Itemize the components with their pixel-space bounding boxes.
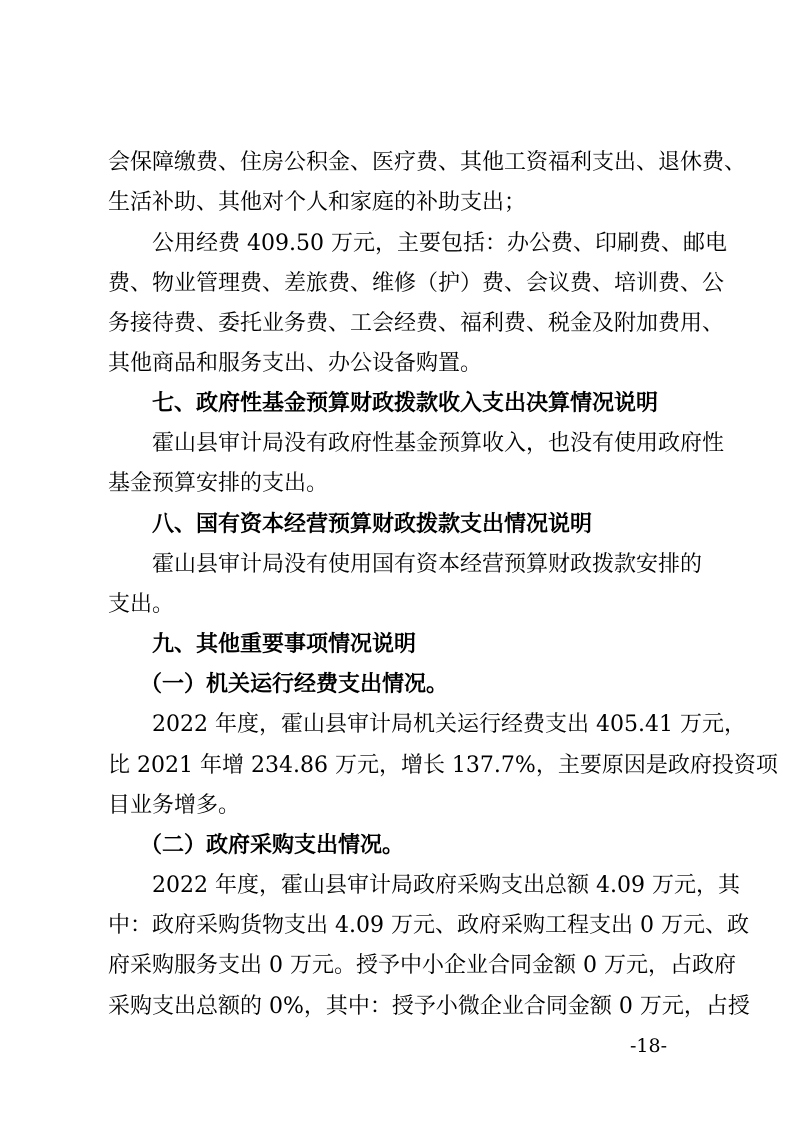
paragraph-first-line: 公用经费 409.50 万元，主要包括：办公费、印刷费、邮电 [152, 231, 727, 256]
subsection-heading-2: （二）政府采购支出情况。 [140, 833, 405, 858]
body-text-line: 务接待费、委托业务费、工会经费、福利费、税金及附加费用、 [108, 311, 725, 336]
paragraph-first-line: 2022 年度，霍山县审计局政府采购支出总额 4.09 万元，其 [152, 873, 740, 898]
body-text-line: 府采购服务支出 0 万元。授予中小企业合同金额 0 万元，占政府 [108, 953, 736, 978]
section-heading-9: 九、其他重要事项情况说明 [152, 632, 417, 657]
paragraph-first-line: 霍山县审计局没有政府性基金预算收入，也没有使用政府性 [152, 431, 725, 456]
section-heading-8: 八、国有资本经营预算财政拨款支出情况说明 [152, 512, 593, 537]
body-text-line: 会保障缴费、住房公积金、医疗费、其他工资福利支出、退休费、 [108, 150, 747, 175]
page-number: -18- [630, 1035, 668, 1057]
body-text-line: 中：政府采购货物支出 4.09 万元、政府采购工程支出 0 万元、政 [108, 913, 749, 938]
body-text-line: 生活补助、其他对个人和家庭的补助支出； [108, 190, 527, 215]
paragraph-first-line: 2022 年度，霍山县审计局机关运行经费支出 405.41 万元， [152, 712, 746, 737]
subsection-heading-1: （一）机关运行经费支出情况。 [140, 672, 449, 697]
body-text-line: 支出。 [108, 592, 175, 617]
body-text-line: 比 2021 年增 234.86 万元，增长 137.7%，主要原因是政府投资项 [108, 753, 778, 778]
body-text-line: 其他商品和服务支出、办公设备购置。 [108, 351, 483, 376]
body-text-line: 费、物业管理费、差旅费、维修（护）费、会议费、培训费、公 [108, 271, 725, 296]
body-text-line: 基金预算安排的支出。 [108, 471, 329, 496]
paragraph-first-line: 霍山县审计局没有使用国有资本经营预算财政拨款安排的 [152, 552, 703, 577]
body-text-line: 采购支出总额的 0%，其中：授予小微企业合同金额 0 万元，占授 [108, 994, 750, 1019]
section-heading-7: 七、政府性基金预算财政拨款收入支出决算情况说明 [152, 391, 659, 416]
body-text-line: 目业务增多。 [108, 793, 241, 818]
